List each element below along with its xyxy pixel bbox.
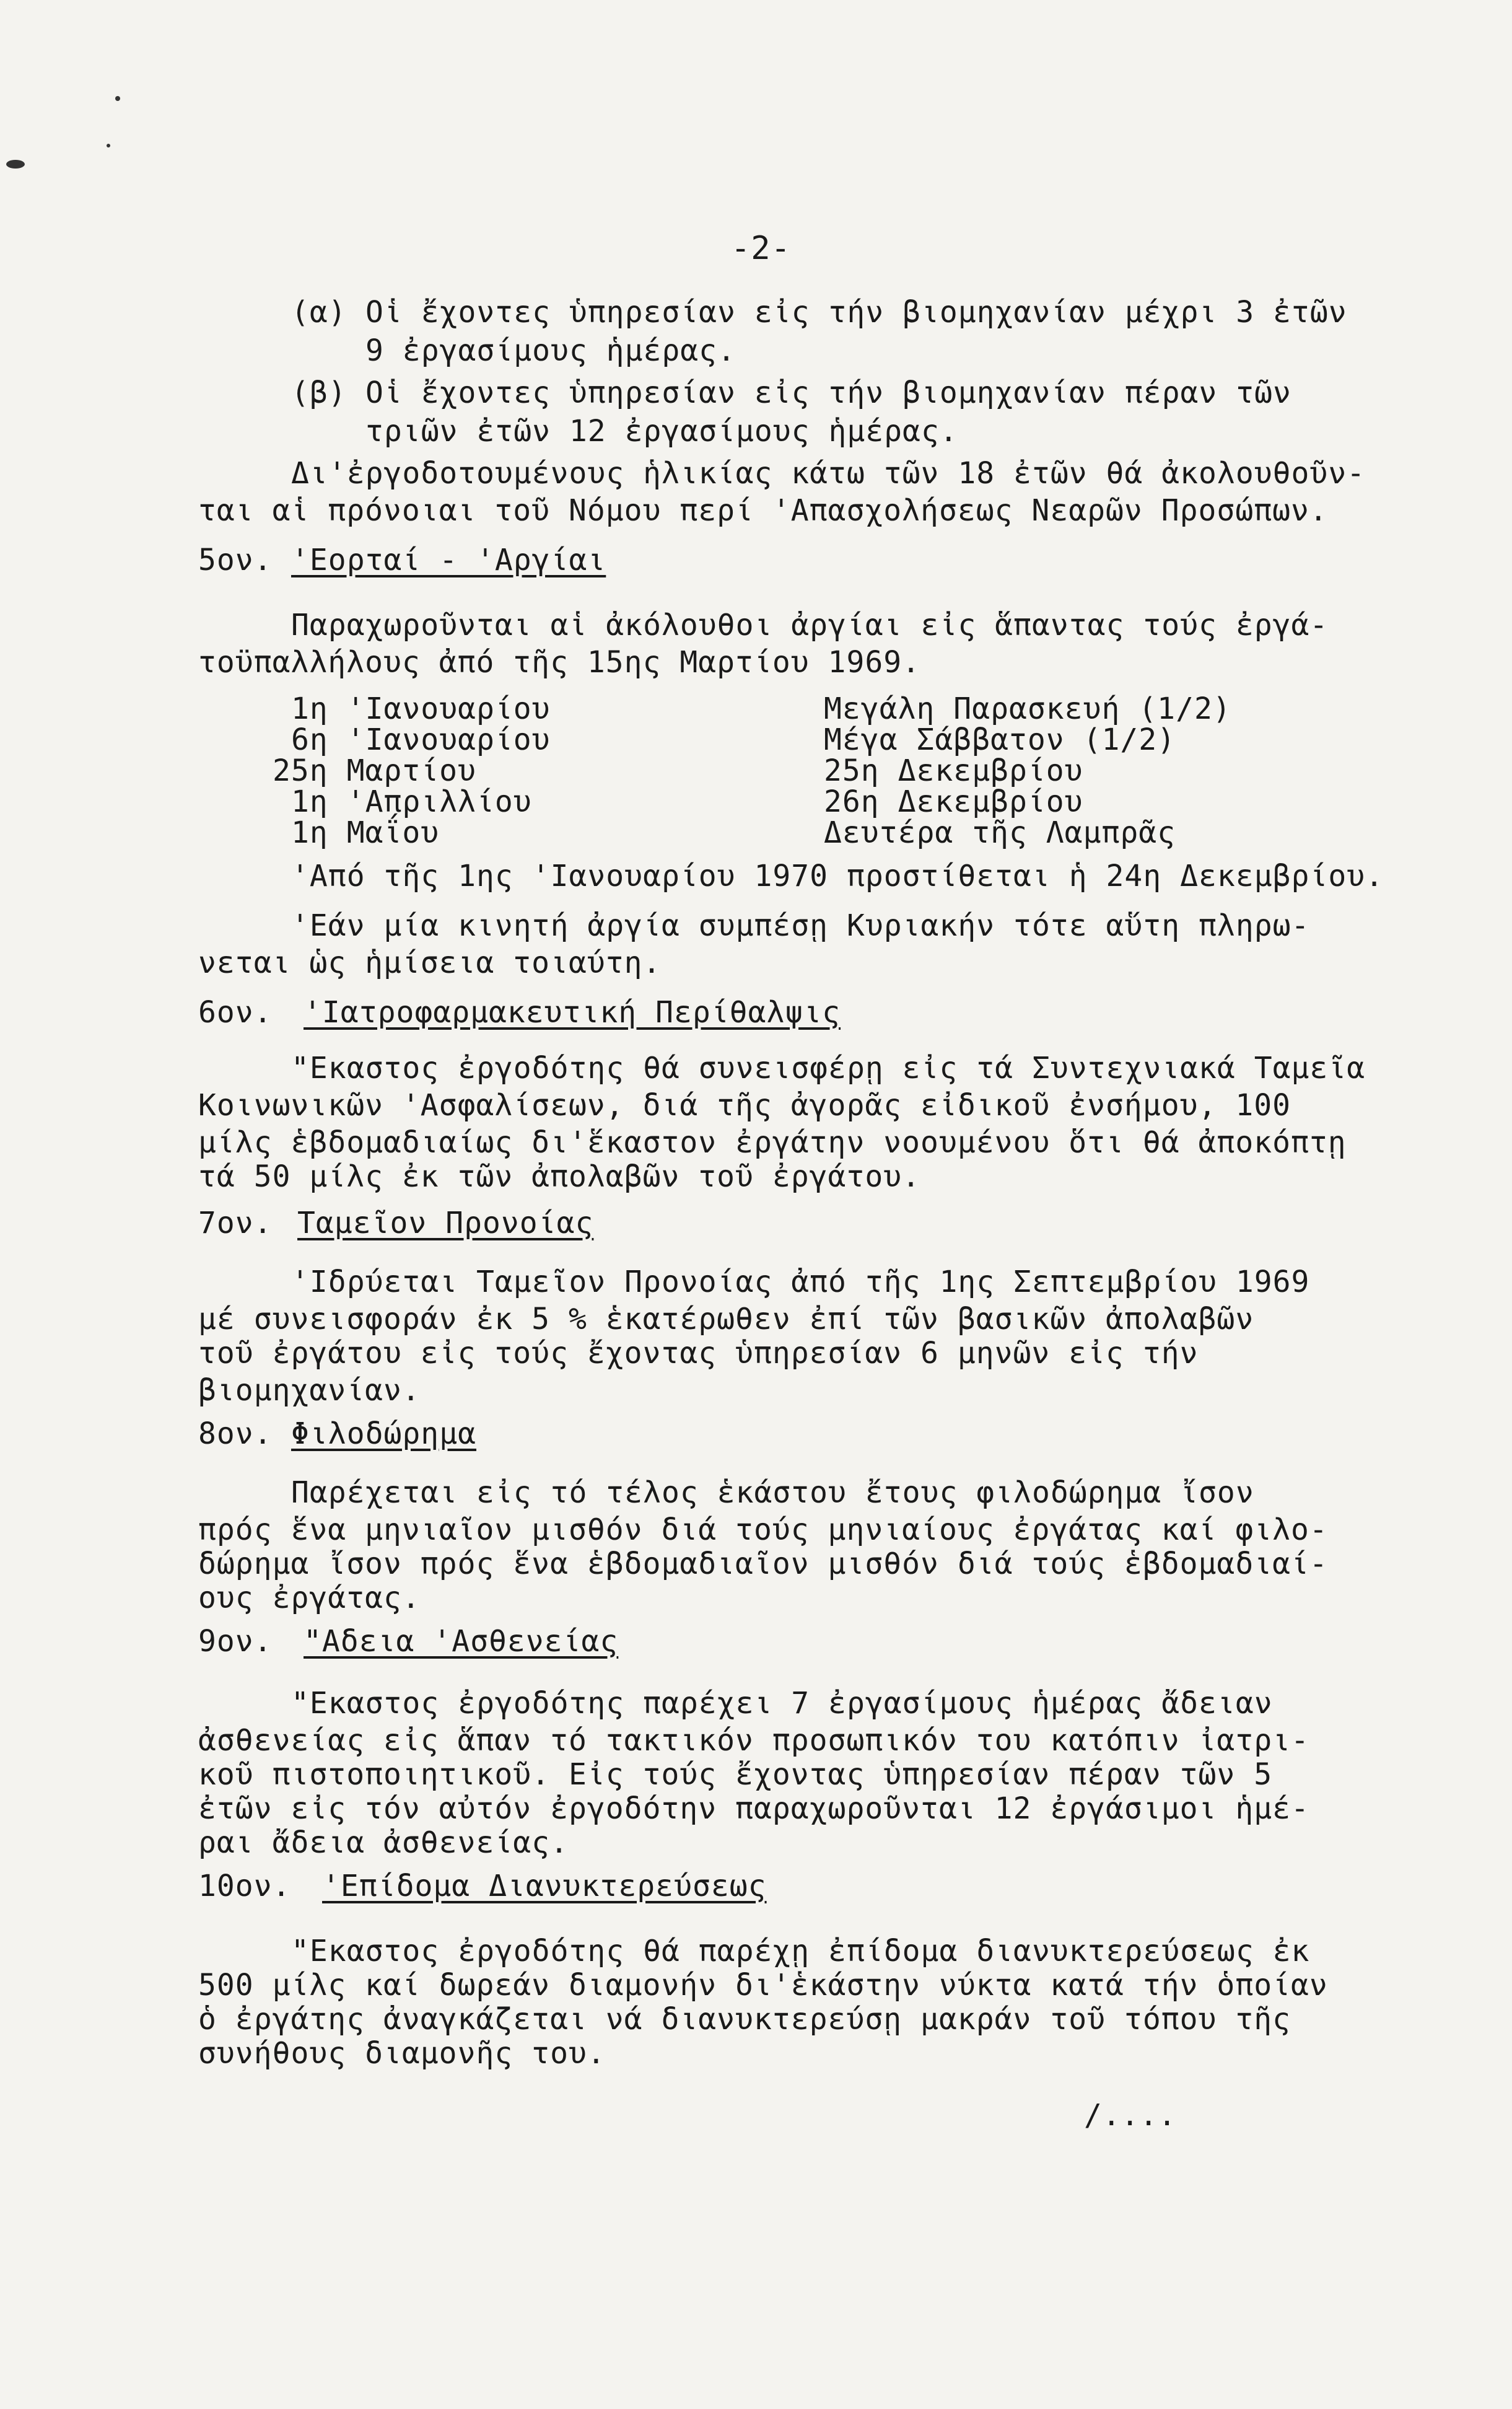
scan-speck: [107, 144, 110, 147]
item-a-line2: 9 ἐργασίμους ἡμέρας.: [365, 333, 736, 368]
section-5-sunday-line1: 'Εάν μία κινητή ἀργία συμπέσῃ Κυριακήν τότε αὕτη πληρω-: [291, 908, 1310, 943]
section-5-addition: 'Από τῆς 1ης 'Ιανουαρίου 1970 προστίθεται ἡ 24η Δεκεμβρίου.: [291, 859, 1384, 893]
item-b-line1: Οἱ ἔχοντες ὑπηρεσίαν εἰς τήν βιομηχανίαν πέραν τῶν: [365, 375, 1291, 410]
section-10-line: 500 μίλς καί δωρεάν διαμονήν δι'ἑκάστην νύκτα κατά τήν ὁποίαν: [198, 1968, 1328, 2003]
section-7-title: Ταμεῖον Προνοίας: [297, 1206, 594, 1240]
item-b-label: (β): [291, 375, 347, 410]
holiday-right: Μέγα Σάββατον (1/2): [824, 722, 1176, 757]
section-8-title: Φιλοδώρημα: [291, 1416, 476, 1451]
minors-line1: Δι'ἐργοδοτουμένους ἡλικίας κάτω τῶν 18 ἐτῶν θά ἀκολουθοῦν-: [291, 456, 1366, 491]
section-10-line: συνήθους διαμονῆς του.: [198, 2036, 606, 2071]
section-6-line: τά 50 μίλς ἐκ τῶν ἀπολαβῶν τοῦ ἐργάτου.: [198, 1159, 921, 1194]
item-a-label: (α): [291, 295, 347, 330]
item-a-line1: Οἱ ἔχοντες ὑπηρεσίαν εἰς τήν βιομηχανίαν μέχρι 3 ἐτῶν: [365, 295, 1347, 330]
holiday-right: Μεγάλη Παρασκευή (1/2): [824, 691, 1231, 726]
section-6-line: μίλς ἑβδομαδιαίως δι'ἕκαστον ἐργάτην νοουμένου ὅτι θά ἀποκόπτῃ: [198, 1125, 1347, 1160]
holiday-left: 1η 'Ιανουαρίου: [291, 691, 551, 726]
section-8-line: ους ἐργάτας.: [198, 1581, 421, 1615]
section-8-line: δώρημα ἴσον πρός ἕνα ἑβδομαδιαῖον μισθόν διά τούς ἑβδομαδιαί-: [198, 1547, 1328, 1581]
section-6-title: 'Ιατροφαρμακευτική Περίθαλψις: [304, 995, 841, 1030]
section-9-line: "Εκαστος ἐργοδότης παρέχει 7 ἐργασίμους ἡμέρας ἄδειαν: [291, 1686, 1273, 1721]
section-7-line: 'Ιδρύεται Ταμεῖον Προνοίας ἀπό τῆς 1ης Σεπτεμβρίου 1969: [291, 1265, 1310, 1299]
item-b-line2: τριῶν ἐτῶν 12 ἐργασίμους ἡμέρας.: [365, 414, 958, 449]
section-8-line: Παρέχεται εἰς τό τέλος ἑκάστου ἔτους φιλοδώρημα ἴσον: [291, 1475, 1254, 1510]
section-9-line: ἐτῶν εἰς τόν αὐτόν ἐργοδότην παραχωροῦνται 12 ἐργάσιμοι ἡμέ-: [198, 1791, 1309, 1826]
section-5-number: 5ον.: [198, 543, 273, 577]
section-9-line: ραι ἄδεια ἀσθενείας.: [198, 1825, 569, 1860]
section-9-title: "Αδεια 'Ασθενείας: [304, 1624, 619, 1659]
section-5-intro-line1: Παραχωροῦνται αἱ ἀκόλουθοι ἀργίαι εἰς ἅπαντας τούς ἐργά-: [291, 608, 1329, 643]
section-10-title: 'Επίδομα Διανυκτερεύσεως: [322, 1869, 767, 1903]
section-5-title: 'Εορταί - 'Αργίαι: [291, 543, 606, 577]
section-7-line: τοῦ ἐργάτου εἰς τούς ἔχοντας ὑπηρεσίαν 6 μηνῶν εἰς τήν: [198, 1336, 1199, 1371]
section-7-line: μέ συνεισφοράν ἐκ 5 % ἑκατέρωθεν ἐπί τῶν βασικῶν ἀπολαβῶν: [198, 1302, 1254, 1336]
section-6-line: "Εκαστος ἐργοδότης θά συνεισφέρῃ εἰς τά Συντεχνιακά Ταμεῖα: [291, 1051, 1366, 1086]
section-8-line: πρός ἕνα μηνιαῖον μισθόν διά τούς μηνιαίους ἐργάτας καί φιλο-: [198, 1512, 1328, 1547]
scan-speck: [115, 96, 120, 101]
holiday-right: 26η Δεκεμβρίου: [824, 784, 1083, 819]
section-10-line: ὁ ἐργάτης ἀναγκάζεται νά διανυκτερεύσῃ μακράν τοῦ τόπου τῆς: [198, 2002, 1291, 2037]
minors-line2: ται αἱ πρόνοιαι τοῦ Νόμου περί 'Απασχολήσεως Νεαρῶν Προσώπων.: [198, 493, 1328, 528]
page-number: -2-: [731, 230, 791, 267]
scan-speck: [6, 160, 25, 169]
holiday-right: 25η Δεκεμβρίου: [824, 753, 1083, 788]
section-7-line: βιομηχανίαν.: [198, 1373, 421, 1408]
section-6-number: 6ον.: [198, 995, 273, 1030]
section-9-number: 9ον.: [198, 1624, 273, 1659]
holiday-left: 1η 'Απριλλίου: [291, 784, 532, 819]
section-5-sunday-line2: νεται ὡς ἡμίσεια τοιαύτη.: [198, 946, 662, 980]
section-8-number: 8ον.: [198, 1416, 273, 1451]
section-7-number: 7ον.: [198, 1206, 273, 1240]
continuation-mark: /....: [1084, 2098, 1177, 2133]
section-6-line: Κοινωνικῶν 'Ασφαλίσεων, διά τῆς ἀγορᾶς εἰδικοῦ ἐνσήμου, 100: [198, 1088, 1291, 1123]
section-9-line: ἀσθενείας εἰς ἅπαν τό τακτικόν προσωπικόν του κατόπιν ἰατρι-: [198, 1723, 1309, 1758]
holiday-left: 25η Μαρτίου: [273, 753, 476, 788]
section-10-number: 10ον.: [198, 1869, 291, 1903]
section-9-line: κοῦ πιστοποιητικοῦ. Εἰς τούς ἔχοντας ὑπηρεσίαν πέραν τῶν 5: [198, 1757, 1273, 1792]
holiday-left: 6η 'Ιανουαρίου: [291, 722, 551, 757]
section-5-intro-line2: τοϋπαλλήλους ἀπό τῆς 15ης Μαρτίου 1969.: [198, 645, 921, 680]
holiday-left: 1η Μαΐου: [291, 815, 440, 850]
holiday-right: Δευτέρα τῆς Λαμπρᾶς: [824, 815, 1176, 850]
section-10-line: "Εκαστος ἐργοδότης θά παρέχῃ ἐπίδομα διανυκτερεύσεως ἐκ: [291, 1934, 1310, 1968]
